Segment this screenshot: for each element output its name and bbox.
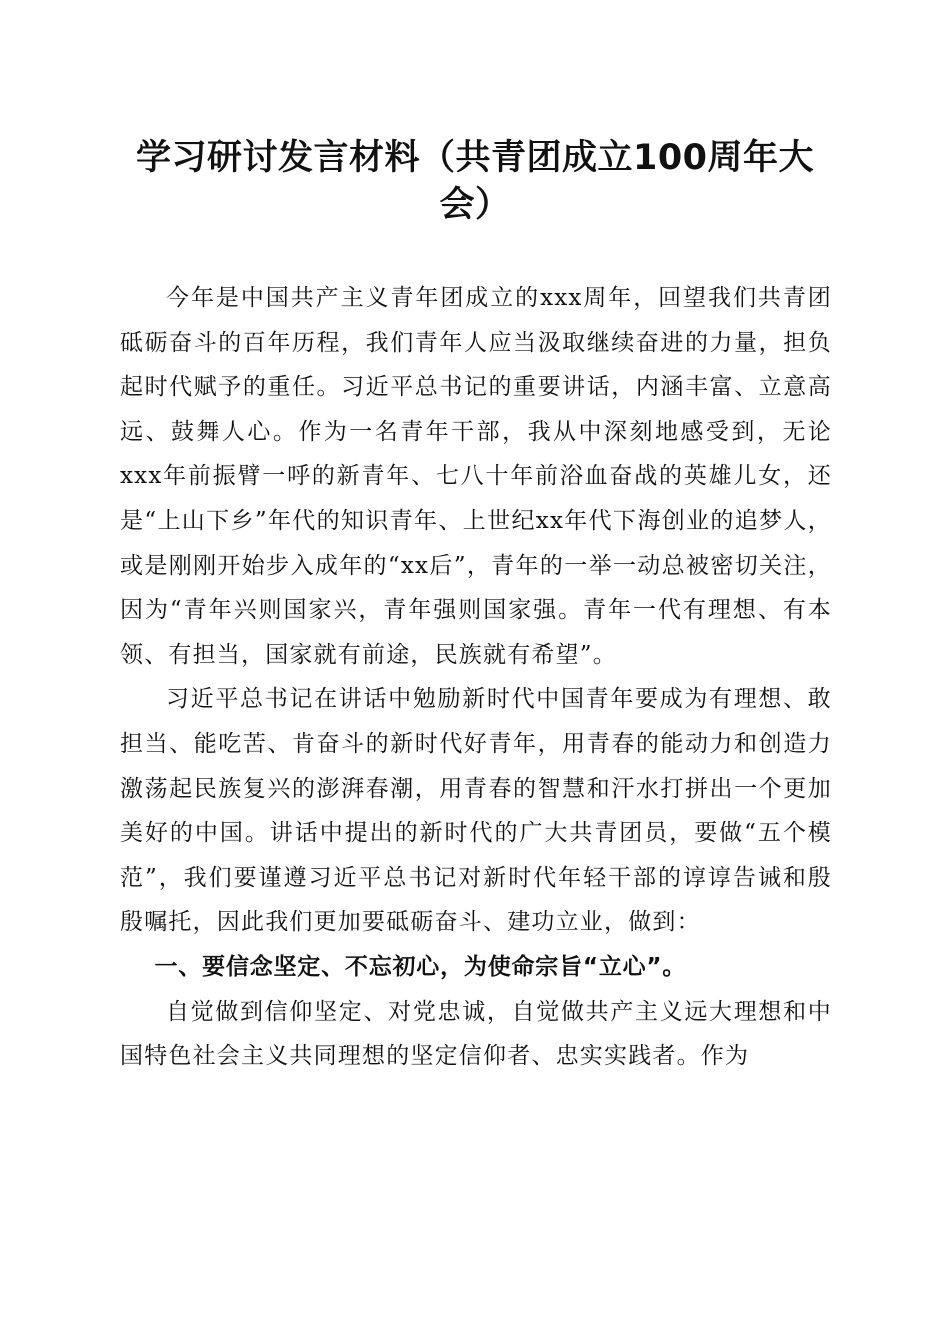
document-body (120, 276, 832, 1079)
section-paragraph: 自觉做到信仰坚定、对党忠诚，自觉做共产主义远大理想和中国特色社会主义共同理想的坚定信仰者、忠实实践者。作为 (120, 998, 832, 1070)
body-paragraph-1: 今年是中国共产主义青年团成立的xxx周年，回望我们共青团砥砺奋斗的百年历程，我们青年人应当汲取继续奋进的力量，担负起时代赋予的重任。习近平总书记的重要讲话，内涵丰富、立意高远、鼓舞人心。作为一名青年干部，我从中深刻地感受到，无论xxx年前振臂一呼的新青年、七八十年前浴血奋战的英雄儿女，还是“上山下乡”年代的知识青年、上世纪xx年代下海创业的追梦人，或是刚刚开始步入成年的“xx后”，青年的一举一动总被密切关注，因为“青年兴则国家兴，青年强则国家强。青年一代有理想、有本领、有担当，国家就有前途，民族就有希望”。 (120, 285, 832, 668)
document-title: 学习研讨发言材料（共青团成立100周年大会） (135, 138, 815, 225)
section-heading: 一、要信念坚定、不忘初心，为使命宗旨“立心”。 (154, 953, 687, 980)
body-paragraph-2: 习近平总书记在讲话中勉励新时代中国青年要成为有理想、敢担当、能吃苦、肯奋斗的新时代好青年，用青春的能动力和创造力激荡起民族复兴的澎湃春潮，用青春的智慧和汗水打拼出一个更加美好的中国。讲话中提出的新时代的广大共青团员，要做“五个模范”，我们要谨遵习近平总书记对新时代年轻干部的谆谆告诫和殷殷嘱托，因此我们更加要砥砺奋斗、建功立业，做到： (120, 686, 832, 936)
